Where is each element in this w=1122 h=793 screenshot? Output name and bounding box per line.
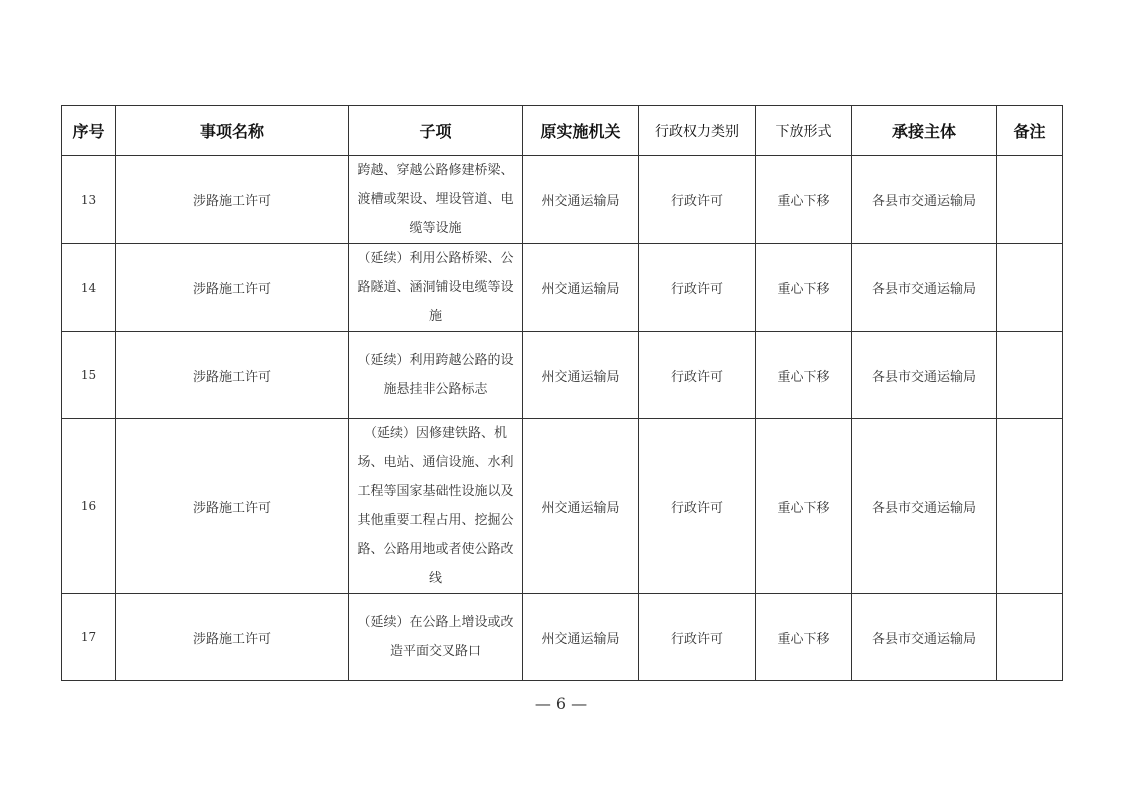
- cell-sub: （延续）利用跨越公路的设施悬挂非公路标志: [349, 332, 523, 419]
- cell-seq: 17: [62, 594, 116, 681]
- cell-seq: 15: [62, 332, 116, 419]
- page-number: — 6 —: [534, 694, 588, 713]
- header-category: 行政权力类别: [639, 106, 756, 156]
- header-name: 事项名称: [116, 106, 349, 156]
- cell-category: 行政许可: [639, 156, 756, 244]
- table-row: [62, 332, 1063, 419]
- cell-name: 涉路施工许可: [116, 244, 349, 332]
- cell-remark: [997, 594, 1063, 681]
- header-sub: 子项: [349, 106, 523, 156]
- cell-form: 重心下移: [756, 419, 852, 594]
- cell-sub: （延续）因修建铁路、机场、电站、通信设施、水利工程等国家基础性设施以及其他重要工程占用、挖掘公路、公路用地或者使公路改线: [349, 419, 523, 594]
- cell-name: 涉路施工许可: [116, 332, 349, 419]
- cell-category: 行政许可: [639, 594, 756, 681]
- cell-name: 涉路施工许可: [116, 156, 349, 244]
- table-row: [62, 419, 1063, 594]
- header-form: 下放形式: [756, 106, 852, 156]
- cell-agency: 州交通运输局: [523, 156, 639, 244]
- cell-form: 重心下移: [756, 244, 852, 332]
- items-table: [61, 105, 1063, 681]
- cell-agency: 州交通运输局: [523, 332, 639, 419]
- cell-name: 涉路施工许可: [116, 419, 349, 594]
- table-header-row: [62, 106, 1063, 156]
- cell-form: 重心下移: [756, 594, 852, 681]
- table-row: [62, 594, 1063, 681]
- cell-sub: （延续）在公路上增设或改造平面交叉路口: [349, 594, 523, 681]
- table-row: [62, 244, 1063, 332]
- cell-seq: 14: [62, 244, 116, 332]
- cell-agency: 州交通运输局: [523, 594, 639, 681]
- cell-receiver: 各县市交通运输局: [852, 156, 997, 244]
- cell-name: 涉路施工许可: [116, 594, 349, 681]
- cell-seq: 13: [62, 156, 116, 244]
- cell-sub: （延续）利用公路桥梁、公路隧道、涵洞铺设电缆等设施: [349, 244, 523, 332]
- cell-form: 重心下移: [756, 156, 852, 244]
- cell-remark: [997, 156, 1063, 244]
- cell-remark: [997, 419, 1063, 594]
- cell-receiver: 各县市交通运输局: [852, 332, 997, 419]
- table-row: [62, 156, 1063, 244]
- cell-sub: 跨越、穿越公路修建桥梁、渡槽或架设、埋设管道、电缆等设施: [349, 156, 523, 244]
- cell-seq: 16: [62, 419, 116, 594]
- cell-receiver: 各县市交通运输局: [852, 594, 997, 681]
- cell-receiver: 各县市交通运输局: [852, 419, 997, 594]
- cell-agency: 州交通运输局: [523, 244, 639, 332]
- cell-form: 重心下移: [756, 332, 852, 419]
- header-remark: 备注: [997, 106, 1063, 156]
- cell-category: 行政许可: [639, 332, 756, 419]
- header-receiver: 承接主体: [852, 106, 997, 156]
- cell-category: 行政许可: [639, 419, 756, 594]
- header-agency: 原实施机关: [523, 106, 639, 156]
- cell-agency: 州交通运输局: [523, 419, 639, 594]
- header-seq: 序号: [62, 106, 116, 156]
- cell-category: 行政许可: [639, 244, 756, 332]
- cell-remark: [997, 244, 1063, 332]
- cell-remark: [997, 332, 1063, 419]
- cell-receiver: 各县市交通运输局: [852, 244, 997, 332]
